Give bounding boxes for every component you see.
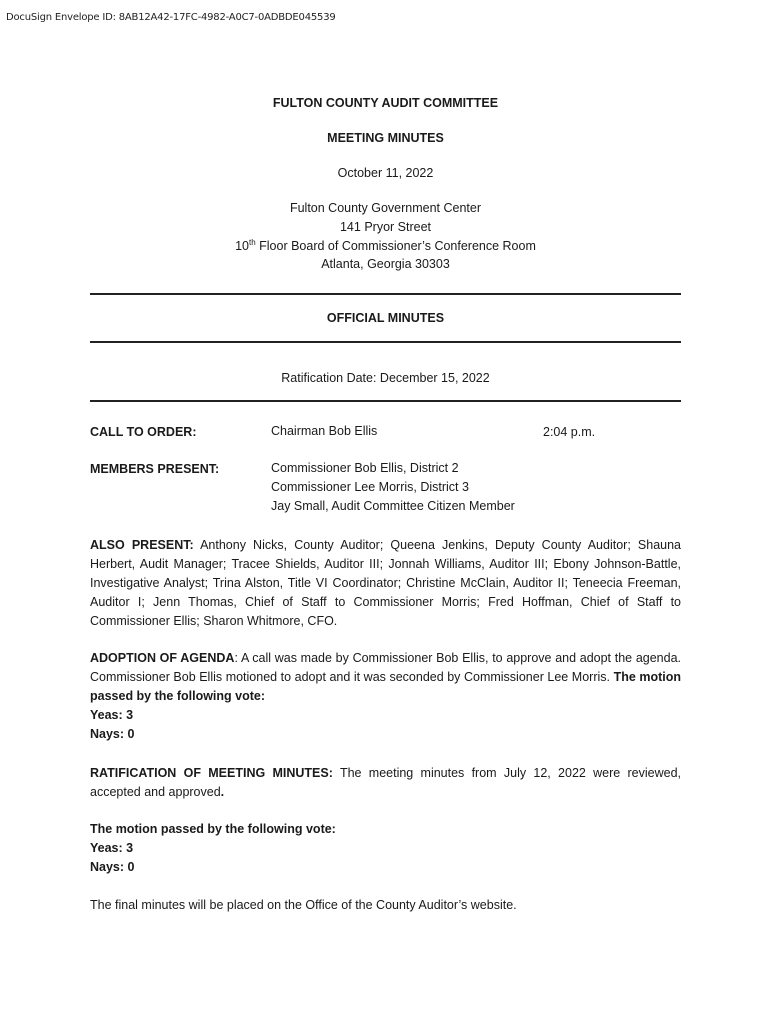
also-present-text: Anthony Nicks, County Auditor; Queena Jenkins, Deputy County Auditor; Shauna Herbert, Audit Manager; Tracee Shields, Auditor III; Jonnah Williams, Auditor III; Ebony Johnson-Battle, Investigative Analyst; Trina Alston, Title VI Coordinator; Christine McClain, Auditor II; Teneecia Freeman, Auditor I; Jenn Thomas, Chief of Staff to Commissioner Morris; Fred Hoffman, Chief of Staff to Commissioner Ellis; Sharon Whitmore, CFO.: [90, 538, 681, 628]
docusign-envelope-id: DocuSign Envelope ID: 8AB12A42-17FC-4982-A0C7-0ADBDE045539: [6, 12, 336, 23]
adoption-paragraph: [90, 649, 681, 706]
member-item: Commissioner Bob Ellis, District 2: [271, 461, 459, 475]
address-line-3: [90, 238, 681, 253]
final-note: The final minutes will be placed on the Office of the County Auditor’s website.: [90, 898, 517, 912]
call-to-order-chair: Chairman Bob Ellis: [271, 424, 378, 438]
ratification-text: The meeting minutes from July 12, 2022 were reviewed, accepted and approved: [90, 766, 682, 799]
member-item: Jay Small, Audit Committee Citizen Member: [271, 499, 515, 513]
divider-rule: [90, 293, 681, 295]
divider-rule: [90, 341, 681, 343]
ratification-label: RATIFICATION OF MEETING MINUTES:: [90, 766, 333, 780]
adoption-text: : A call was made by Commissioner Bob Ellis, to approve and adopt the agenda. Commissioner Bob Ellis motioned to adopt and it was seconded by Commissioner Lee Morris.: [90, 651, 682, 684]
adoption-motion: The motion passed by the following vote:: [90, 670, 681, 703]
official-minutes-heading: OFFICIAL MINUTES: [326, 311, 445, 325]
floor-number: 10: [235, 239, 249, 254]
address-line-2: 141 Pryor Street: [339, 220, 431, 234]
adoption-label: ADOPTION OF AGENDA: [90, 651, 235, 665]
ratification-motion: The motion passed by the following vote:: [90, 822, 336, 836]
ratification-paragraph: [90, 764, 681, 802]
divider-rule: [90, 400, 681, 402]
floor-ordinal: th: [249, 238, 256, 247]
ratification-yeas: Yeas: 3: [90, 841, 134, 855]
also-present-paragraph: [90, 536, 681, 631]
ratification-nays: Nays: 0: [90, 860, 135, 874]
document-title: MEETING MINUTES: [327, 131, 444, 145]
call-to-order-label: CALL TO ORDER:: [90, 425, 197, 439]
call-to-order-time: 2:04 p.m.: [543, 425, 596, 439]
committee-title: FULTON COUNTY AUDIT COMMITTEE: [272, 96, 499, 110]
ratification-date: Ratification Date: December 15, 2022: [281, 371, 490, 385]
member-item: Commissioner Lee Morris, District 3: [271, 480, 469, 494]
adoption-yeas: Yeas: 3: [90, 708, 134, 722]
address-line-4: Atlanta, Georgia 30303: [321, 257, 450, 271]
ratification-period: .: [220, 785, 225, 799]
room-name: Floor Board of Commissioner’s Conference Room: [255, 239, 536, 254]
members-present-label: MEMBERS PRESENT:: [90, 462, 220, 476]
members-list: [271, 459, 515, 516]
meeting-date: October 11, 2022: [337, 166, 434, 180]
adoption-nays: Nays: 0: [90, 727, 135, 741]
also-present-label: ALSO PRESENT:: [90, 538, 194, 552]
address-line-1: Fulton County Government Center: [289, 201, 482, 215]
